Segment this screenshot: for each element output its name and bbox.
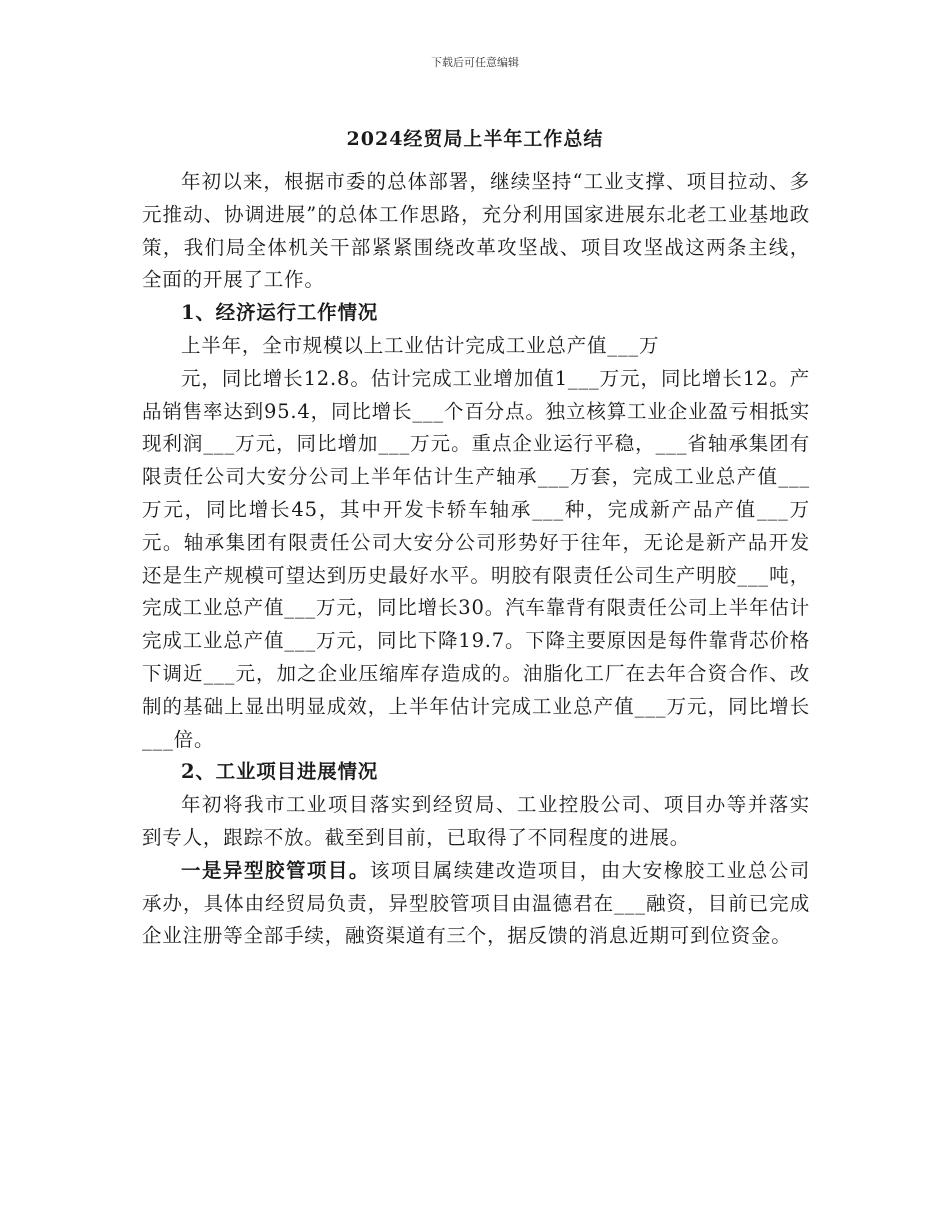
header-note: 下载后可任意编辑 [431,56,519,69]
hose-project-paragraph [142,855,810,953]
economy-paragraph-body: 元，同比增长12.8。估计完成工业增加值1___万元，同比增长12。产品销售率达到95.4，同比增长___个百分点。独立核算工业企业盈亏相抵实现利润___万元，同比增加___万元。重点企业运行平稳，___省轴承集团有限责任公司大安分公司上半年估计生产轴承___万套，完成工业总产值___万元，同比增长45，其中开发卡轿车轴承___种，完成新产品产值___万元。轴承集团有限责任公司大安分公司形势好于往年，无论是新产品开发还是生产规模可望达到历史最好水平。明胶有限责任公司生产明胶___吨，完成工业总产值___万元，同比增长30。汽车靠背有限责任公司上半年估计完成工业总产值___万元，同比下降19.7。下降主要原因是每件靠背芯价格下调近___元，加之企业压缩库存造成的。油脂化工厂在去年合资合作、改制的基础上显出明显成效，上半年估计完成工业总产值___万元，同比增长___倍。 [142,366,810,751]
projects-paragraph: 年初将我市工业项目落实到经贸局、工业控股公司、项目办等并落实到专人，跟踪不放。截至到目前，已取得了不同程度的进展。 [142,793,810,849]
hose-project-lead: 一是异型胶管项目。 [181,858,370,882]
section-heading-economy: 1、经济运行工作情况 [181,301,379,325]
section-heading-projects: 2、工业项目进展情况 [181,760,379,784]
intro-paragraph: 年初以来，根据市委的总体部署，继续坚持“工业支撑、项目拉动、多元推动、协调进展”的总体工作思路，充分利用国家进展东北老工业基地政策，我们局全体机关干部紧紧围绕改革攻坚战、项目攻坚战这两条主线，全面的开展了工作。 [142,170,810,292]
document-body [142,166,810,953]
economy-paragraph-line1: 上半年，全市规模以上工业估计完成工业总产值___万 [181,333,660,357]
hose-project-text: 该项目属续建改造项目，由大安橡胶工业总公司承办，具体由经贸局负责，异型胶管项目由温德君在___融资，目前已完成企业注册等全部手续，融资渠道有三个，据反馈的消息近期可到位资金。 [142,858,810,948]
document-title: 2024经贸局上半年工作总结 [346,128,604,150]
